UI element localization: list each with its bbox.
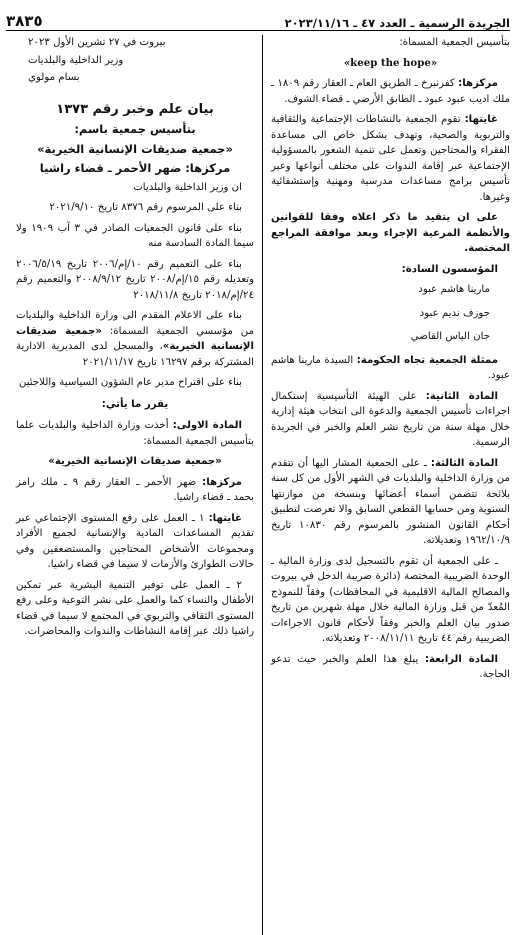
government-representative: [271, 353, 510, 384]
notification-text-c: ، والمسجل لدى المديرية الادارية المشتركة برقم ١٦٢٩٧ تاريخ ٢٠٢١/١١/١٧: [16, 341, 254, 368]
notice-association-name: «جمعية صديقات الإنسانية الخيرية»: [37, 141, 233, 156]
purpose-item-two: ٢ ـ العمل على توفير التنمية البشرية عبر تمكين الأطفال والنساء كما والعمل على نشر التوعية وعلى رفع المستوى الثقافي والتربوي في المجتمع لا سيما في قضاء راشيا ذلك عبر إقامة النشاطات والندوات والمحاضرات.: [16, 579, 254, 638]
compliance-clause: على ان يتقيد ما ذكر اعلاه وفقا للقوانين والأنظمة المرعية الإجراء وبعد موافقة المراجع المختصة.: [271, 212, 510, 254]
founder-name: جوزف نديم عبود: [419, 307, 490, 319]
notification-association-name: «جمعية صديقات الإنسانية الخيرية»: [16, 325, 254, 353]
association-purpose-2: [16, 511, 254, 573]
article-four-label: المادة الرابعة:: [424, 653, 498, 665]
association-hq-2: [16, 475, 254, 506]
preamble-decree: بناء على المرسوم رقم ٨٣٧٦ تاريخ ٢٠٢١/٩/١٠: [49, 202, 242, 214]
page-number: ٣٨٣٥: [6, 12, 43, 30]
sign-minister-name: بسام مولوي: [28, 72, 80, 83]
representative-label: ممثلة الجمعية تجاه الحكومة:: [356, 354, 498, 366]
founder-name: جان الياس القاضي: [410, 331, 490, 342]
representative-text: السيدة مارينا هاشم عبود.: [271, 354, 510, 381]
association-name: «keep the hope»: [343, 56, 438, 69]
purpose-text-2: ١ ـ العمل على رفع المستوى الإجتماعي عبر تقديم المساعدات المادية والإنسانية لجميع الأفراد ومجموعات الأشخاص المحتاجين والمستضعفين وفي حالات الطوارئ والأزمات لا سيما في قضاء راشيا.: [16, 512, 254, 571]
article-four-text: يبلغ هذا العلم والخبر حيث تدعو الحاجة.: [271, 653, 510, 680]
notification-text-a: بناء على الاعلام المقدم الى وزارة الداخلية والبلديات من مؤسسي الجمعية المسماة:: [16, 310, 254, 337]
association-purpose: [271, 112, 510, 205]
header-issue-info: الجريدة الرسمية ـ العدد ٤٧ ـ ٢٠٢٣/١١/١٦: [284, 16, 510, 30]
article-one-text: أخذت وزارة الداخلية والبلديات علما بتأسيس الجمعية المسماة:: [16, 420, 254, 447]
hq-label: مركزها:: [458, 78, 498, 89]
article-two-label: المادة الثانية:: [425, 390, 498, 402]
purpose-text: تقوم الجمعية بالنشاطات الإجتماعية والثقافية والتربوية والصحية، وتهدف بشكل خاص الى مساعدة الفقراء والمحتاجين وتعمل على تنمية الشعور بالمسؤولية الإجتماعية عبر إقامة الندوات على مختلف أنواعها وعبر تأسيس برامج مساعدات مدرسية ومهنية وإستشفائية وغيرها.: [271, 114, 510, 203]
notice-subtitle: بتأسيس جمعية باسم:: [74, 122, 196, 137]
right-column: [262, 35, 510, 935]
hq-label-2: مركزها:: [202, 476, 242, 488]
article-three: [271, 456, 510, 549]
association-hq: [271, 76, 510, 107]
preamble-proposal: بناء على اقتراح مدير عام الشؤون السياسية واللاجئين: [18, 377, 242, 389]
columns: [6, 35, 510, 935]
purpose-label: غايتها:: [464, 114, 498, 125]
article-two-text: على الهيئة التأسيسية إستكمال اجراءات تأسيس الجمعية والدعوة الى انتخاب هيئة إدارية خلال مهلة سنة من تاريخ نشر العلم والخبر في الجريدة الرسمية.: [271, 390, 510, 448]
article-one-label: المادة الاولى:: [172, 420, 242, 432]
article-three-label: المادة الثالثة:: [430, 457, 498, 469]
hq-text-2: ضهر الأحمر ـ العقار رقم ٩ ـ ملك رامز بحمد ـ قضاء راشيا.: [16, 476, 254, 504]
preamble-circular: بناء على التعميم رقم ١٠/إم/٢٠٠٦ تاريخ ٢٠٠٦/٥/١٩ وتعديله رقم ١٥/إم/٢٠٠٨ تاريخ ٢٠٠٨/٩/١٢ والتعميم رقم ٢٤/إم/٢٠١٨ تاريخ ٢٠١٨/١١/٨: [16, 258, 254, 301]
left-column: [14, 35, 262, 935]
association-intro: بتأسيس الجمعية المسماة:: [399, 37, 510, 48]
hq-text: كفرنبرخ ـ الطريق العام ـ العقار رقم ١٨٠٩ ـ ملك اديب عبود عبود ـ الطابق الأرضي ـ قضاء الشوف.: [271, 78, 510, 105]
notice-hq: مركزها: ضهر الأحمر ـ قضاء راشيا: [39, 161, 231, 176]
article-one-association-name: «جمعية صديقات الإنسانية الخيرية»: [48, 456, 222, 468]
tax-registration: ـ على الجمعية أن تقوم بالتسجيل لدى وزارة المالية ـ الوحدة الضريبية المختصة (دائرة ضريبة الدخل في بيروت والمصالح المالية الاقليمية في المحافظات) وفقاً للنموذج المُعدّ من قبل وزارة المالية خلال مهلة شهرين من تاريخ صدور بيان العلم والخبر وفقاً لأحكام قانون الاجراءات الضريبية رقم ٤٤ تاريخ ٢٠٠٨/١١/١١ وتعديلاته.: [271, 555, 510, 644]
article-three-text: ـ على الجمعية المشار اليها أن تتقدم من وزارة الداخلية والبلديات في الشهر الأول من كل سنة بلائحة تتضمن أسماء أعضائها وبنسخة من موازنتها السنوية ومن حسابها القطعي السابق والا تعرضت لتطبيق أحكام القانون المنشور بالمرسوم رقم ١٠٨٣٠ تاريخ ١٩٦٢/١٠/٩ وتعديلاته.: [271, 457, 511, 546]
sign-place-date: بيروت في ٢٧ تشرين الأول ٢٠٢٣: [28, 37, 166, 48]
article-one: [16, 418, 254, 449]
founders-heading: المؤسسون السادة:: [401, 263, 498, 275]
founder-name: مارينا هاشم عبود: [418, 284, 490, 295]
preamble-minister: ان وزير الداخلية والبلديات: [133, 181, 242, 193]
article-two: [271, 389, 510, 451]
page-header: [6, 6, 510, 31]
sign-minister-title: وزير الداخلية والبلديات: [28, 54, 124, 66]
decides-heading: يقرر ما يأتي:: [101, 398, 169, 410]
preamble-law: بناء على قانون الجمعيات الصادر في ٣ آب ١٩٠٩ ولا سيما المادة السادسة منه: [16, 222, 254, 250]
preamble-notification: [16, 308, 254, 370]
purpose-label-2: غايتها:: [208, 512, 242, 524]
article-four: [271, 652, 510, 683]
notice-title: بيان علم وخبر رقم ١٣٧٣: [56, 101, 214, 117]
